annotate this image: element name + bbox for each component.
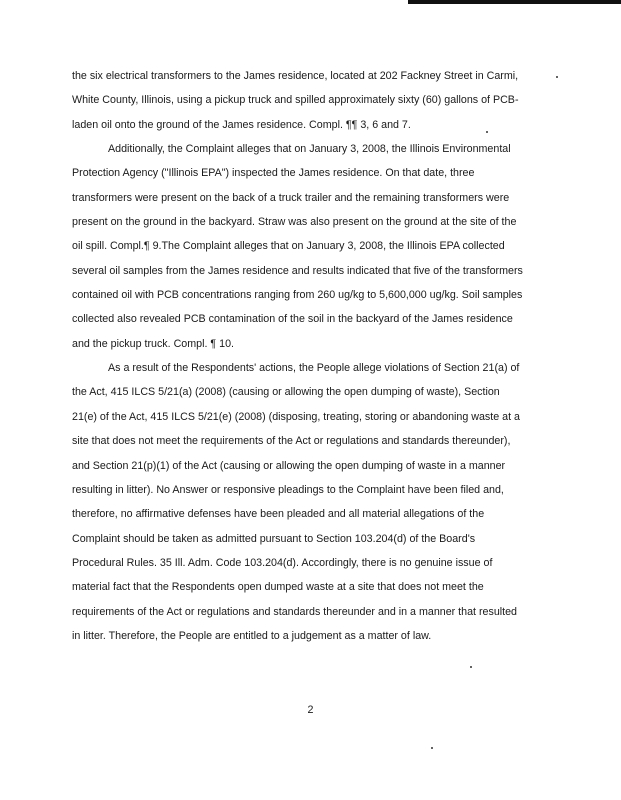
text-line: Complaint should be taken as admitted pursuant to Section 103.204(d) of the Board's xyxy=(72,532,476,545)
text-line: site that does not meet the requirements of the Act or regulations and standards thereunder), xyxy=(72,435,511,448)
text-line: and Section 21(p)(1) of the Act (causing or allowing the open dumping of waste in a manner xyxy=(72,459,506,472)
scan-speck xyxy=(556,76,558,78)
scan-speck xyxy=(486,131,488,133)
text-line: material fact that the Respondents open dumped waste at a site that does not meet the xyxy=(72,581,484,594)
text-line: requirements of the Act or regulations and standards thereunder and in a manner that resulted xyxy=(72,605,517,618)
text-line: the Act, 415 ILCS 5/21(a) (2008) (causing or allowing the open dumping of waste), Section xyxy=(72,386,500,399)
text-line: 21(e) of the Act, 415 ILCS 5/21(e) (2008) (disposing, treating, storing or abandoning waste at a xyxy=(72,410,520,423)
text-line: and the pickup truck. Compl. ¶ 10. xyxy=(72,337,234,350)
scan-speck xyxy=(431,747,433,749)
text-line: in litter. Therefore, the People are entitled to a judgement as a matter of law. xyxy=(72,629,432,642)
text-line: laden oil onto the ground of the James residence. Compl. ¶¶ 3, 6 and 7. xyxy=(72,118,411,131)
text-line: present on the ground in the backyard. Straw was also present on the ground at the site of the xyxy=(72,216,517,229)
text-line: collected also revealed PCB contamination of the soil in the backyard of the James residence xyxy=(72,313,513,326)
text-line: oil spill. Compl.¶ 9.The Complaint alleges that on January 3, 2008, the Illinois EPA collected xyxy=(72,240,505,253)
text-line: transformers were present on the back of a truck trailer and the remaining transformers were xyxy=(72,191,510,204)
text-line: several oil samples from the James residence and results indicated that five of the transformers xyxy=(72,264,523,277)
scan-speck xyxy=(470,666,472,668)
text-line: Protection Agency ("Illinois EPA") inspected the James residence. On that date, three xyxy=(72,167,475,180)
text-line: resulting in litter). No Answer or responsive pleadings to the Complaint have been filed and, xyxy=(72,483,504,496)
top-scan-rule xyxy=(408,0,621,4)
text-line: therefore, no affirmative defenses have been pleaded and all material allegations of the xyxy=(72,508,485,521)
text-line: Procedural Rules. 35 Ill. Adm. Code 103.204(d). Accordingly, there is no genuine issue of xyxy=(72,556,493,569)
text-line: the six electrical transformers to the James residence, located at 202 Fackney Street in Carmi, xyxy=(72,70,519,82)
paragraph-start-line: As a result of the Respondents' actions, the People allege violations of Section 21(a) of xyxy=(108,362,520,375)
document-body xyxy=(72,64,552,648)
text-line: White County, Illinois, using a pickup truck and spilled approximately sixty (60) gallons of PCB- xyxy=(72,94,519,107)
paragraph-start-line: Additionally, the Complaint alleges that on January 3, 2008, the Illinois Environmental xyxy=(108,143,511,156)
text-line: contained oil with PCB concentrations ranging from 260 ug/kg to 5,600,000 ug/kg. Soil samples xyxy=(72,289,523,302)
page-number: 2 xyxy=(307,704,314,716)
